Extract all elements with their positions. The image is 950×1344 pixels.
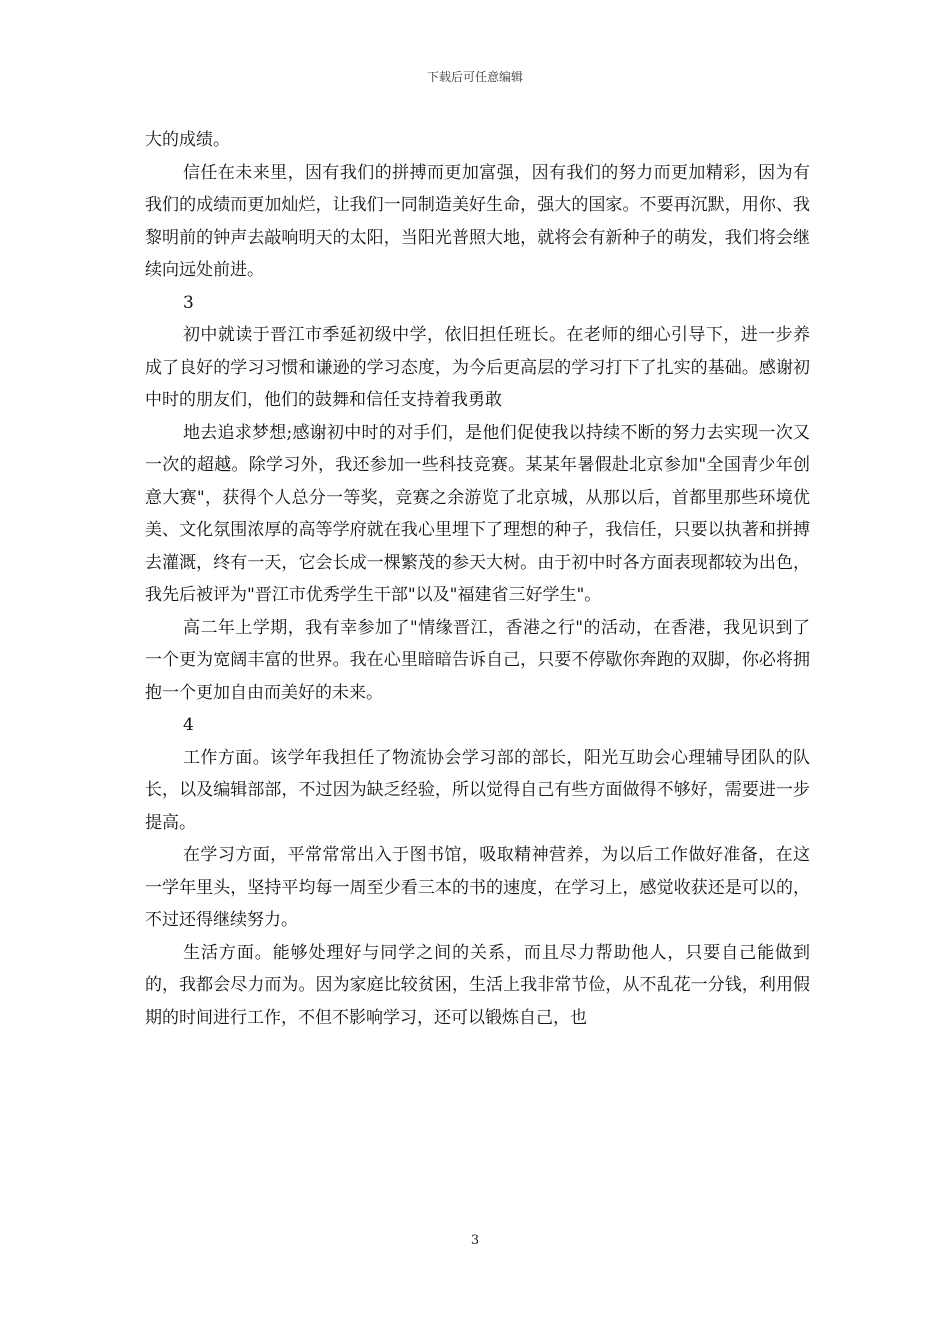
paragraph: 初中就读于晋江市季延初级中学，依旧担任班长。在老师的细心引导下，进一步养成了良好的学习习惯和谦逊的学习态度，为今后更高层的学习打下了扎实的基础。感谢初中时的朋友们，他们的鼓舞和信任支持着我勇敢 xyxy=(145,325,810,410)
document-body xyxy=(145,124,810,1034)
paragraph: 工作方面。该学年我担任了物流协会学习部的部长，阳光互助会心理辅导团队的队长，以及编辑部部，不过因为缺乏经验，所以觉得自己有些方面做得不够好，需要进一步提高。 xyxy=(145,747,810,833)
section-number: 3 xyxy=(183,292,194,313)
paragraph: 信任在未来里，因有我们的拼搏而更加富强，因有我们的努力而更加精彩，因为有我们的成绩而更加灿烂，让我们一同制造美好生命，强大的国家。不要再沉默，用你、我黎明前的钟声去敲响明天的太阳，当阳光普照大地，就将会有新种子的萌发，我们将会继续向远处前进。 xyxy=(145,162,810,280)
paragraph: 在学习方面，平常常常出入于图书馆，吸取精神营养，为以后工作做好准备，在这一学年里头，坚持平均每一周至少看三本的书的速度，在学习上，感觉收获还是可以的，不过还得继续努力。 xyxy=(145,845,810,930)
page-header: 下载后可任意编辑 xyxy=(426,70,523,84)
paragraph: 地去追求梦想;感谢初中时的对手们，是他们促使我以持续不断的努力去实现一次又一次的超越。除学习外，我还参加一些科技竞赛。某某年暑假赴北京参加"全国青少年创意大赛"，获得个人总分一等奖，竞赛之余游览了北京城，从那以后，首都里那些环境优美、文化氛围浓厚的高等学府就在我心里埋下了理想的种子，我信任，只要以执著和拼搏去灌溉，终有一天，它会长成一棵繁茂的参天大树。由于初中时各方面表现都较为出色，我先后被评为"晋江市优秀学生干部"以及"福建省三好学生"。 xyxy=(145,422,810,605)
paragraph: 大的成绩。 xyxy=(145,130,230,150)
section-number: 4 xyxy=(183,715,194,735)
page-number: 3 xyxy=(470,1233,480,1248)
paragraph: 生活方面。能够处理好与同学之间的关系，而且尽力帮助他人，只要自己能做到的，我都会尽力而为。因为家庭比较贫困，生活上我非常节俭，从不乱花一分钱，利用假期的时间进行工作，不但不影响学习，还可以锻炼自己，也 xyxy=(145,942,810,1028)
paragraph: 高二年上学期，我有幸参加了"情缘晋江，香港之行"的活动，在香港，我见识到了一个更为宽阔丰富的世界。我在心里暗暗告诉自己，只要不停歇你奔跑的双脚，你必将拥抱一个更加自由而美好的未来。 xyxy=(145,617,810,703)
